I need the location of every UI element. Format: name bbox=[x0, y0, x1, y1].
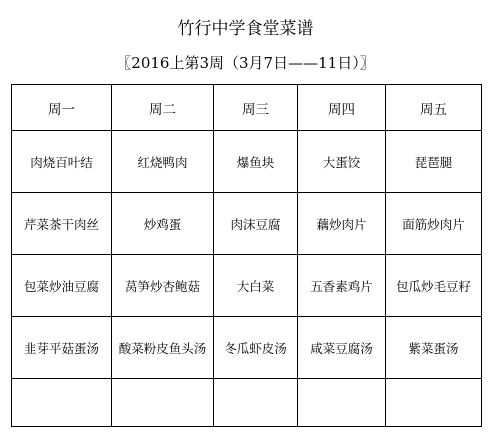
table-row bbox=[12, 379, 482, 427]
header-wednesday: 周三 bbox=[214, 85, 298, 131]
menu-cell: 莴笋炒杏鲍菇 bbox=[112, 255, 214, 317]
menu-cell: 肉沫豆腐 bbox=[214, 193, 298, 255]
menu-cell: 咸菜豆腐汤 bbox=[298, 317, 386, 379]
menu-cell: 紫菜蛋汤 bbox=[386, 317, 482, 379]
menu-cell: 肉烧百叶结 bbox=[12, 131, 112, 193]
table-row bbox=[12, 193, 482, 255]
menu-cell bbox=[214, 379, 298, 427]
header-thursday: 周四 bbox=[298, 85, 386, 131]
table-row bbox=[12, 255, 482, 317]
menu-cell: 红烧鸭肉 bbox=[112, 131, 214, 193]
menu-cell bbox=[298, 379, 386, 427]
menu-cell: 韭芽平菇蛋汤 bbox=[12, 317, 112, 379]
header-monday: 周一 bbox=[12, 85, 112, 131]
menu-cell: 芹菜茶干肉丝 bbox=[12, 193, 112, 255]
menu-table bbox=[11, 84, 482, 427]
table-row bbox=[12, 317, 482, 379]
menu-cell: 爆鱼块 bbox=[214, 131, 298, 193]
header-friday: 周五 bbox=[386, 85, 482, 131]
header-row bbox=[12, 85, 482, 131]
menu-cell: 藕炒肉片 bbox=[298, 193, 386, 255]
header-tuesday: 周二 bbox=[112, 85, 214, 131]
menu-cell bbox=[112, 379, 214, 427]
menu-cell: 大蛋饺 bbox=[298, 131, 386, 193]
menu-cell bbox=[386, 379, 482, 427]
week-subtitle: 〖2016上第3周（3月7日——11日）〗 bbox=[116, 54, 375, 72]
menu-cell: 琵琶腿 bbox=[386, 131, 482, 193]
menu-cell: 炒鸡蛋 bbox=[112, 193, 214, 255]
menu-cell bbox=[12, 379, 112, 427]
menu-cell: 面筋炒肉片 bbox=[386, 193, 482, 255]
menu-cell: 酸菜粉皮鱼头汤 bbox=[112, 317, 214, 379]
menu-cell: 包瓜炒毛豆籽 bbox=[386, 255, 482, 317]
menu-cell: 五香素鸡片 bbox=[298, 255, 386, 317]
menu-title: 竹行中学食堂菜谱 bbox=[177, 19, 314, 39]
menu-cell: 冬瓜虾皮汤 bbox=[214, 317, 298, 379]
table-row bbox=[12, 131, 482, 193]
menu-cell: 大白菜 bbox=[214, 255, 298, 317]
menu-cell: 包菜炒油豆腐 bbox=[12, 255, 112, 317]
